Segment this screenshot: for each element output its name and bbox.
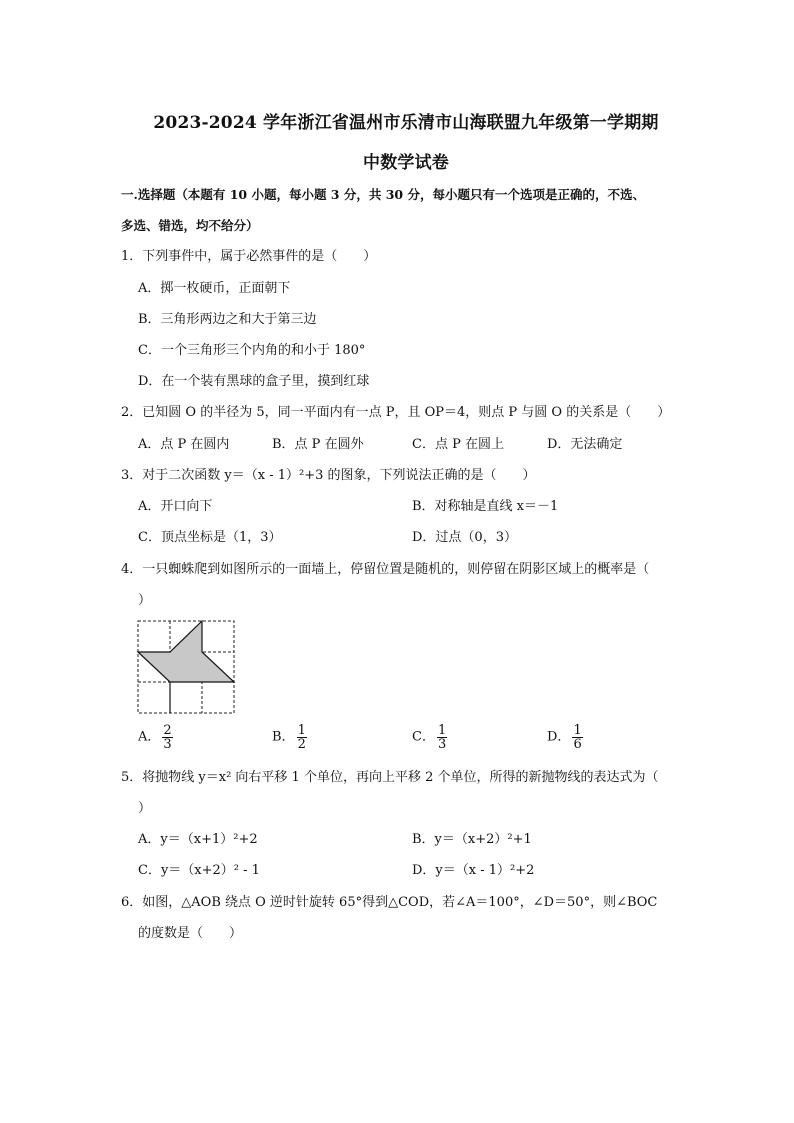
question-3-stem: 3．对于二次函数 y＝（x - 1）²+3 的图象，下列说法正确的是（ ） (121, 468, 536, 483)
fraction (297, 724, 307, 751)
option-label: B． (272, 729, 295, 745)
fraction-numerator: 2 (163, 723, 172, 738)
question-2-option-a: A．点 P 在圆内 (138, 437, 230, 452)
question-4-option-b (272, 724, 307, 751)
question-4-option-d (547, 724, 583, 751)
option-label: D． (547, 729, 571, 745)
fraction (162, 724, 172, 751)
section-heading-line1: 一.选择题（本题有 10 小题，每小题 3 分，共 30 分，每小题只有一个选项是正确的，不选、 (121, 187, 645, 202)
exam-title-line1: 2023-2024 学年浙江省温州市乐清市山海联盟九年级第一学期期 (153, 113, 659, 133)
question-5-stem-line2: ） (138, 801, 152, 816)
question-4-option-c (412, 724, 447, 751)
question-5-stem-line1: 5．将抛物线 y＝x² 向右平移 1 个单位，再向上平移 2 个单位，所得的新抛物线的表达式为（ (121, 770, 659, 785)
fraction-numerator: 1 (297, 723, 306, 738)
question-1-option-a: A．掷一枚硬币，正面朝下 (138, 281, 291, 296)
question-5-option-b: B．y＝（x+2）²+1 (412, 832, 532, 847)
question-5-option-d: D．y＝（x - 1）²+2 (412, 863, 535, 878)
question-5-option-a: A．y＝（x+1）²+2 (138, 832, 258, 847)
question-3-option-d: D．过点（0，3） (412, 530, 517, 545)
question-6-stem-line2: 的度数是（ ） (138, 926, 243, 941)
question-2-stem: 2．已知圆 O 的半径为 5，同一平面内有一点 P，且 OP＝4，则点 P 与圆 O 的关系是（ ） (121, 405, 671, 420)
section-heading-line2: 多选、错选，均不给分） (121, 218, 259, 233)
fraction-denominator: 2 (297, 737, 306, 752)
question-3-option-a: A．开口向下 (138, 499, 213, 514)
fraction (572, 724, 582, 751)
question-4-stem-line1: 4．一只蜘蛛爬到如图所示的一面墙上，停留位置是随机的，则停留在阴影区域上的概率是（ (121, 562, 650, 577)
fraction-denominator: 3 (163, 737, 172, 752)
fraction-denominator: 6 (573, 737, 582, 752)
question-4-stem-line2: ） (138, 593, 152, 608)
fraction (437, 724, 447, 751)
fraction-numerator: 1 (437, 723, 447, 738)
shaded-grid-figure (136, 619, 236, 715)
question-2-option-b: B．点 P 在圆外 (272, 437, 364, 452)
question-5-option-c: C．y＝（x+2）² - 1 (138, 863, 260, 878)
question-3-option-b: B．对称轴是直线 x＝－1 (412, 499, 559, 514)
option-label: C． (412, 729, 435, 745)
exam-title-line2: 中数学试卷 (363, 153, 449, 173)
shaded-region (138, 621, 234, 713)
question-4-option-a (138, 724, 173, 751)
question-2-option-c: C．点 P 在圆上 (412, 437, 504, 452)
fraction-denominator: 3 (437, 737, 447, 752)
question-1-option-d: D．在一个装有黑球的盒子里，摸到红球 (138, 374, 370, 389)
question-2-option-d: D．无法确定 (547, 437, 623, 452)
question-1-option-c: C．一个三角形三个内角的和小于 180° (138, 343, 366, 358)
question-3-option-c: C．顶点坐标是（1，3） (138, 530, 282, 545)
question-1-stem: 1．下列事件中，属于必然事件的是（ ） (121, 249, 377, 264)
question-1-option-b: B．三角形两边之和大于第三边 (138, 312, 317, 327)
question-6-stem-line1: 6．如图，△AOB 绕点 O 逆时针旋转 65°得到△COD，若∠A＝100°，∠D＝50°，则∠BOC (121, 895, 658, 910)
fraction-numerator: 1 (573, 723, 582, 738)
option-label: A． (138, 729, 161, 745)
